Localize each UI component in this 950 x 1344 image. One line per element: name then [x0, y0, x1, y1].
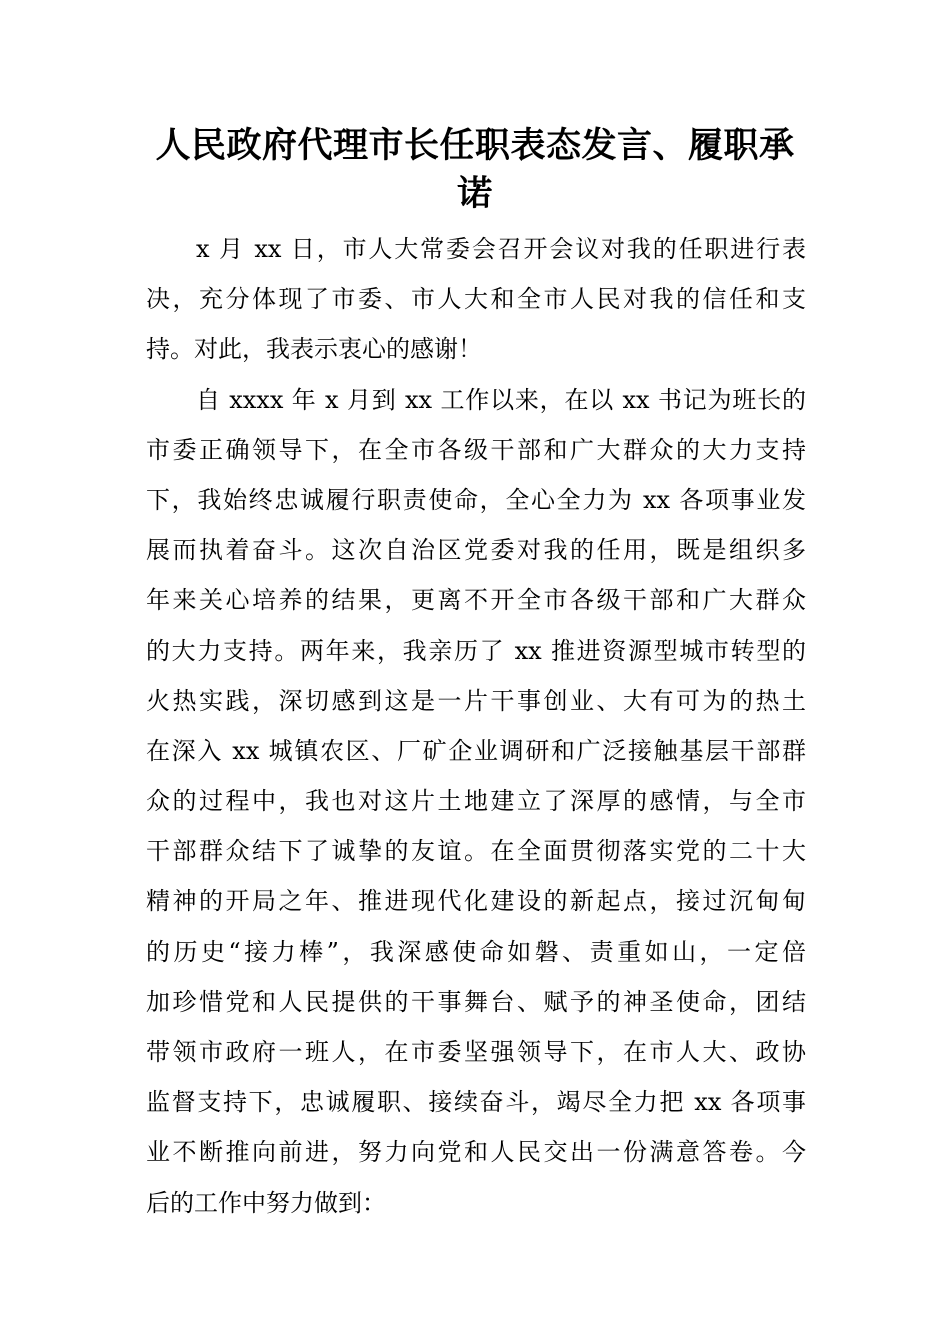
text-line: 后的工作中努力做到： — [146, 1188, 386, 1217]
text-line: 年来关心培养的结果，更离不开全市各级干部和广大群众 — [146, 586, 806, 615]
text-line: x 月 xx 日，市人大常委会召开会议对我的任职进行表 — [196, 235, 806, 263]
text-line: 加珍惜党和人民提供的干事舞台、赋予的神圣使命，团结 — [146, 987, 806, 1016]
text-line: 自 xxxx 年 x 月到 xx 工作以来，在以 xx 书记为班长的 — [196, 385, 806, 414]
text-line: 市委正确领导下，在全市各级干部和广大群众的大力支持 — [146, 435, 806, 464]
text-line: 带领市政府一班人，在市委坚强领导下，在市人大、政协 — [146, 1038, 806, 1066]
text-line: 精神的开局之年、推进现代化建设的新起点，接过沉甸甸 — [146, 887, 806, 916]
text-line: 监督支持下，忠诚履职、接续奋斗，竭尽全力把 xx 各项事 — [146, 1088, 806, 1117]
text-line: 干部群众结下了诚挚的友谊。在全面贯彻落实党的二十大 — [146, 837, 806, 866]
document-body — [146, 224, 806, 1228]
document-title — [140, 122, 810, 218]
text-line: 展而执着奋斗。这次自治区党委对我的任用，既是组织多 — [146, 536, 806, 565]
paragraph-2 — [146, 375, 806, 1228]
text-line: 下，我始终忠诚履行职责使命，全心全力为 xx 各项事业发 — [146, 485, 806, 514]
text-line: 业不断推向前进，努力向党和人民交出一份满意答卷。今 — [146, 1138, 806, 1167]
text-line: 的历史“接力棒”，我深感使命如磐、责重如山，一定倍 — [146, 937, 806, 966]
text-line: 火热实践，深切感到这是一片干事创业、大有可为的热土 — [146, 686, 806, 715]
title-line: 诺 — [457, 173, 493, 214]
text-line: 持。对此，我表示衷心的感谢！ — [146, 335, 482, 364]
text-line: 决，充分体现了市委、市人大和全市人民对我的信任和支 — [146, 285, 806, 314]
text-line: 在深入 xx 城镇农区、厂矿企业调研和广泛接触基层干部群 — [146, 736, 806, 765]
paragraph-1 — [146, 224, 806, 375]
title-line: 人民政府代理市长任职表态发言、履职承 — [155, 125, 795, 166]
text-line: 的大力支持。两年来，我亲历了 xx 推进资源型城市转型的 — [146, 636, 806, 665]
text-line: 众的过程中，我也对这片土地建立了深厚的感情，与全市 — [146, 787, 806, 816]
